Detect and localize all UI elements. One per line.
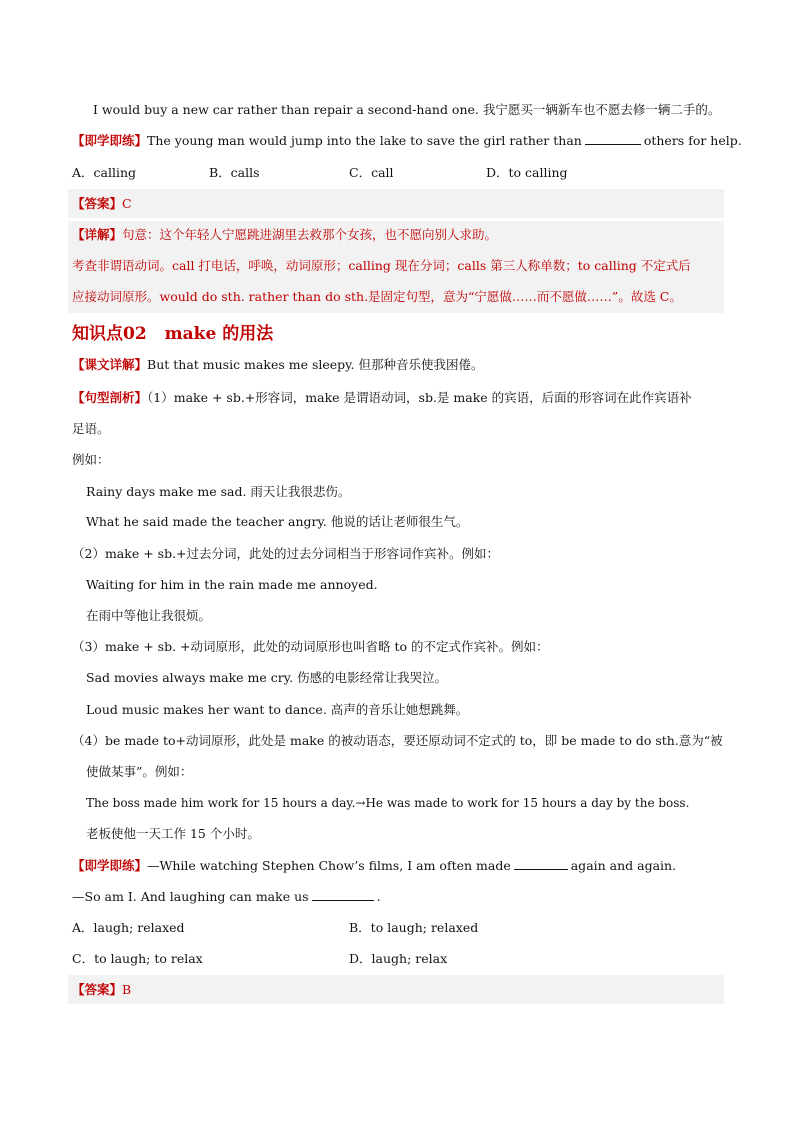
analysis-point-4: （4）be made to+动词原形，此处是 make 的被动语态，要还原动词不定式的 to，即 be made to do sth.意为“被 [72,733,723,748]
example-1: Rainy days make me sad. 雨天让我很悲伤。 [86,484,351,499]
example-label: 例如： [72,452,110,467]
answer-blank-2 [312,888,374,901]
example-3: Waiting for him in the rain made me annoyed. [86,577,378,592]
answer-line [72,194,724,214]
section-title: make 的用法 [164,324,274,344]
lesson-tag: 【课文详解】 [72,357,148,372]
answer-line-2 [72,980,724,1000]
option-a: A．calling [72,165,137,180]
example-4: Sad movies always make me cry. 伤感的电影经常让我哭泣。 [86,670,448,685]
option-b: B．to laugh; relaxed [349,920,479,935]
analysis-tag: 【句型剖析】 [72,390,148,405]
analysis-point-2: （2）make + sb.+过去分词，此处的过去分词相当于形容词作宾补。例如： [72,546,500,561]
lesson-line [72,355,724,375]
example-5: Loud music makes her want to dance. 高声的音乐让她想跳舞。 [86,702,469,717]
analysis-point-3: （3）make + sb. +动词原形，此处的动词原形也叫省略 to 的不定式作宾补。例如： [72,639,549,654]
analysis-point-1: （1）make + sb.+形容词，make 是谓语动词，sb.是 make 的宾语，后面的形容词在此作宾语补 [147,390,692,405]
option-d: D．to calling [486,165,568,180]
practice-tag: 【即学即练】 [72,133,148,148]
practice-question [72,131,742,151]
option-a: A．laugh; relaxed [72,920,185,935]
section-heading [72,322,273,346]
practice-2-text-2-pre: —So am I. And laughing can make us [72,889,309,904]
practice-2-tag: 【即学即练】 [72,858,148,873]
explanation-line-2: 考查非谓语动词。call 打电话，呼唤，动词原形；calling 现在分词；calls 第三人称单数；to calling 不定式后 [72,258,691,273]
answer-value-2: B [122,982,132,997]
analysis-point-4-cont: 使做某事”。例如： [86,764,193,779]
practice-2-text-2-post: . [376,889,381,904]
explanation-text-1: 句意：这个年轻人宁愿跳进湖里去救那个女孩，也不愿向别人求助。 [122,227,498,242]
answer-value: C [122,196,132,211]
example-sentence: I would buy a new car rather than repair a second-hand one. 我宁愿买一辆新车也不愿去修一辆二手的。 [93,102,721,117]
practice-2-question-1 [72,856,724,876]
practice-2-text-pre: —While watching Stephen Chow’s films, I am often made [147,858,511,873]
example-6: The boss made him work for 15 hours a day.→He was made to work for 15 hours a day by the boss. [86,796,690,810]
practice-2-question-2 [72,887,724,907]
option-c: C．call [349,165,394,180]
example-2: What he said made the teacher angry. 他说的话让老师很生气。 [86,514,469,529]
section-number: 知识点02 [72,324,147,344]
lesson-text: But that music makes me sleepy. 但那种音乐使我困倦。 [147,357,484,372]
example-6-translation: 老板使他一天工作 15 个小时。 [86,826,260,841]
explanation-tag: 【详解】 [72,227,123,242]
question-text-pre: The young man would jump into the lake to save the girl rather than [147,133,582,148]
option-c: C．to laugh; to relax [72,951,203,966]
option-d: D．laugh; relax [349,951,448,966]
example-3-translation: 在雨中等他让我很烦。 [86,608,212,623]
answer-tag-2: 【答案】 [72,982,123,997]
answer-blank-1 [514,857,568,870]
answer-tag: 【答案】 [72,196,123,211]
explanation-line-3: 应接动词原形。would do sth. rather than do sth.是固定句型，意为“宁愿做……而不愿做……”。故选 C。 [72,289,682,304]
option-b: B．calls [209,165,260,180]
question-text-post: others for help. [643,133,742,148]
analysis-line-1 [72,388,724,408]
practice-2-text-post: again and again. [570,858,677,873]
explanation-line-1 [72,225,724,245]
analysis-point-1-cont: 足语。 [72,421,110,436]
answer-blank [585,132,641,145]
